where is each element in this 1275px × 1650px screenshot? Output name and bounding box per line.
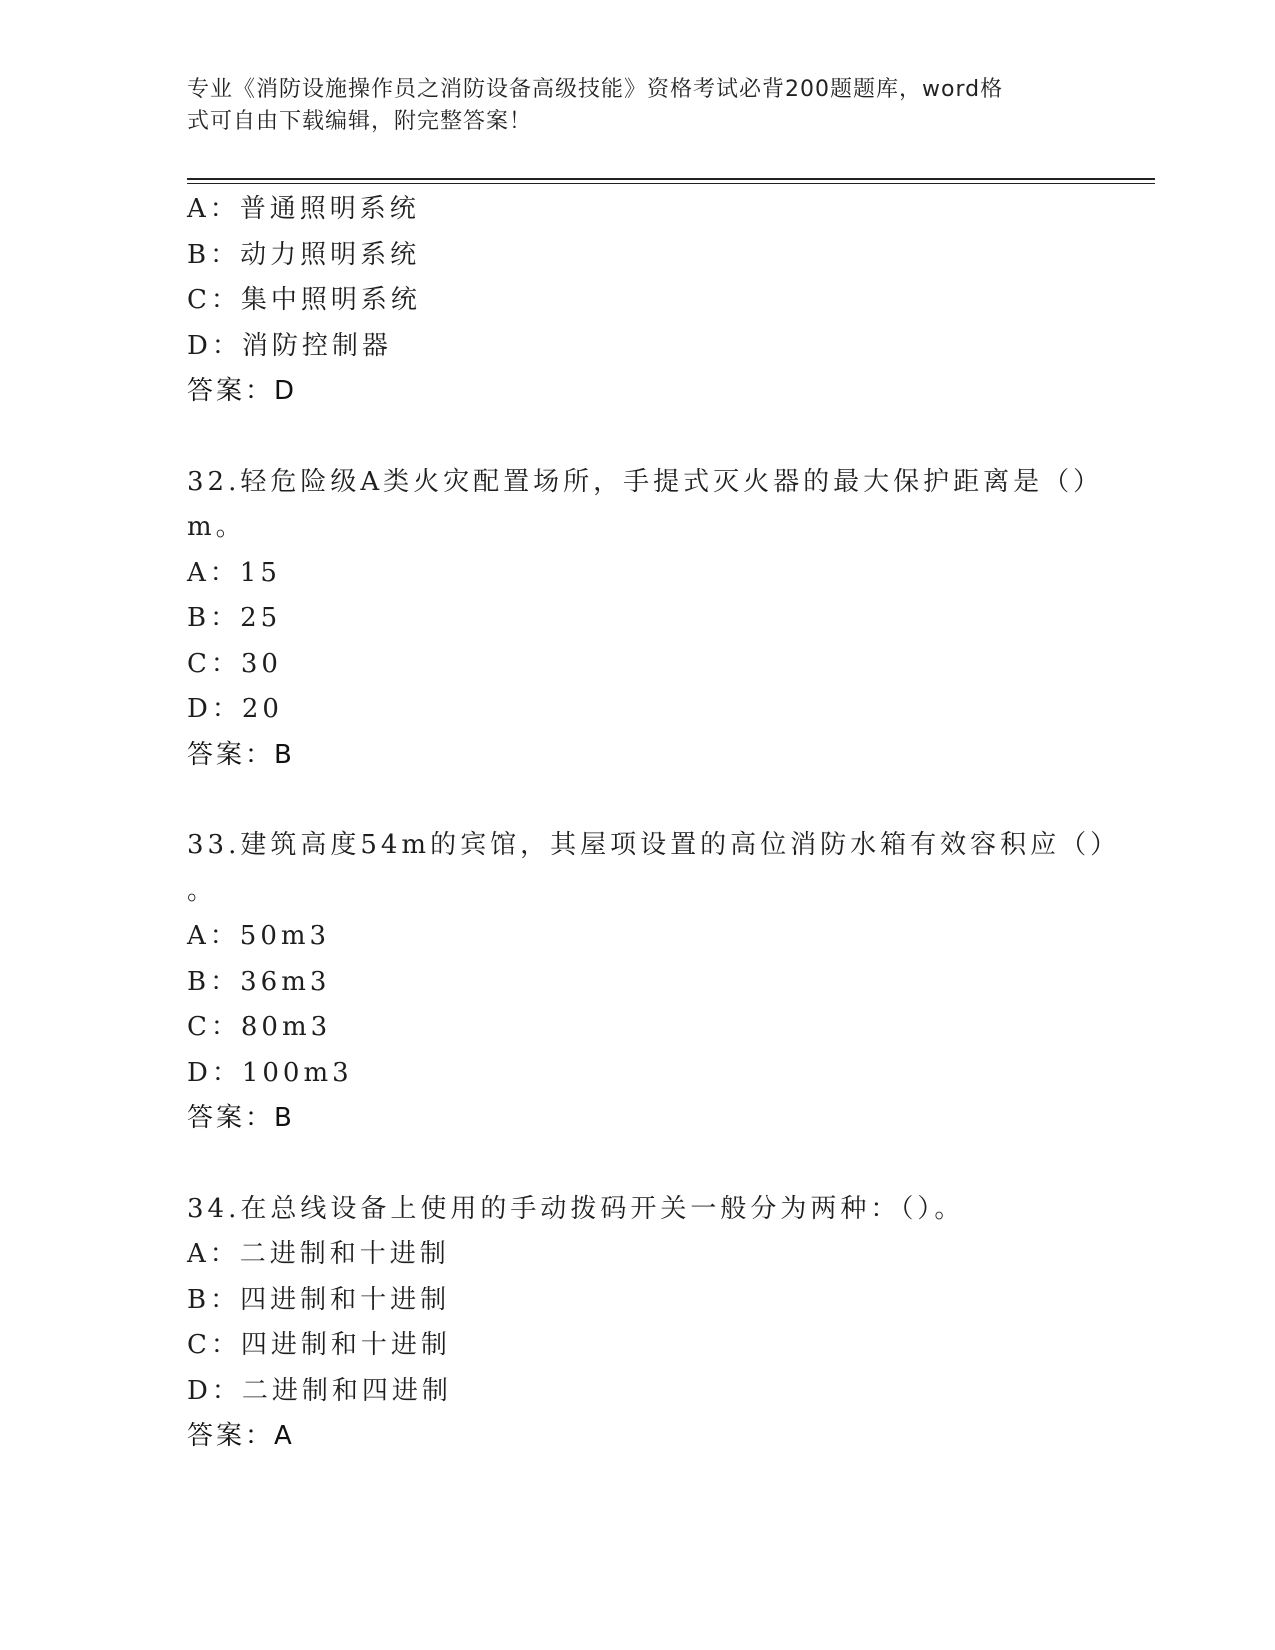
option-c: C：80m3 [187,1012,332,1042]
option-a: A：普通照明系统 [187,194,420,224]
answer-line: 答案：B [187,739,295,770]
option-b: B：36m3 [187,966,331,997]
option-d: D：20 [187,694,283,724]
question-block [187,1187,1087,1460]
question-stem-line-2: 。 [187,875,218,906]
option-b: B：四进制和十进制 [187,1284,451,1315]
option-c: C：30 [187,648,282,679]
question-block [187,460,1104,779]
option-a: A：15 [187,557,281,588]
question-list [187,187,1121,1460]
option-d: D：100m3 [187,1057,353,1088]
question-block [187,823,1121,1142]
option-c: C：集中照明系统 [187,285,421,315]
header-line-2: 式可自由下载编辑，附完整答案！ [187,109,533,134]
question-stem-line-1: 32.轻危险级A类火灾配置场所，手提式灭火器的最大保护距离是（） [187,466,1104,497]
option-b: B：25 [187,603,282,633]
question-block [187,187,1087,415]
spacer [187,415,1087,460]
document-header [187,74,1077,138]
spacer [187,778,1087,823]
question-stem-line-1: 33.建筑高度54m的宾馆，其屋项设置的高位消防水箱有效容积应（） [187,830,1121,860]
question-stem-line-1: 34.在总线设备上使用的手动拨码开关一般分为两种：（）。 [187,1193,965,1224]
question-stem-line-2: m。 [187,512,246,542]
answer-line: 答案：D [187,376,298,406]
option-a: A：二进制和十进制 [187,1239,450,1269]
header-line-1: 专业《消防设施操作员之消防设备高级技能》资格考试必背200题题库，word格 [187,77,1004,102]
answer-line: 答案：A [187,1421,295,1451]
option-d: D：二进制和四进制 [187,1375,452,1406]
spacer [187,1142,1087,1187]
answer-line: 答案：B [187,1103,295,1133]
option-d: D：消防控制器 [187,330,392,361]
option-b: B：动力照明系统 [187,239,421,270]
header-divider-thin [187,183,1155,184]
header-divider-thick [187,178,1155,180]
option-a: A：50m3 [187,921,331,951]
option-c: C：四进制和十进制 [187,1330,451,1360]
